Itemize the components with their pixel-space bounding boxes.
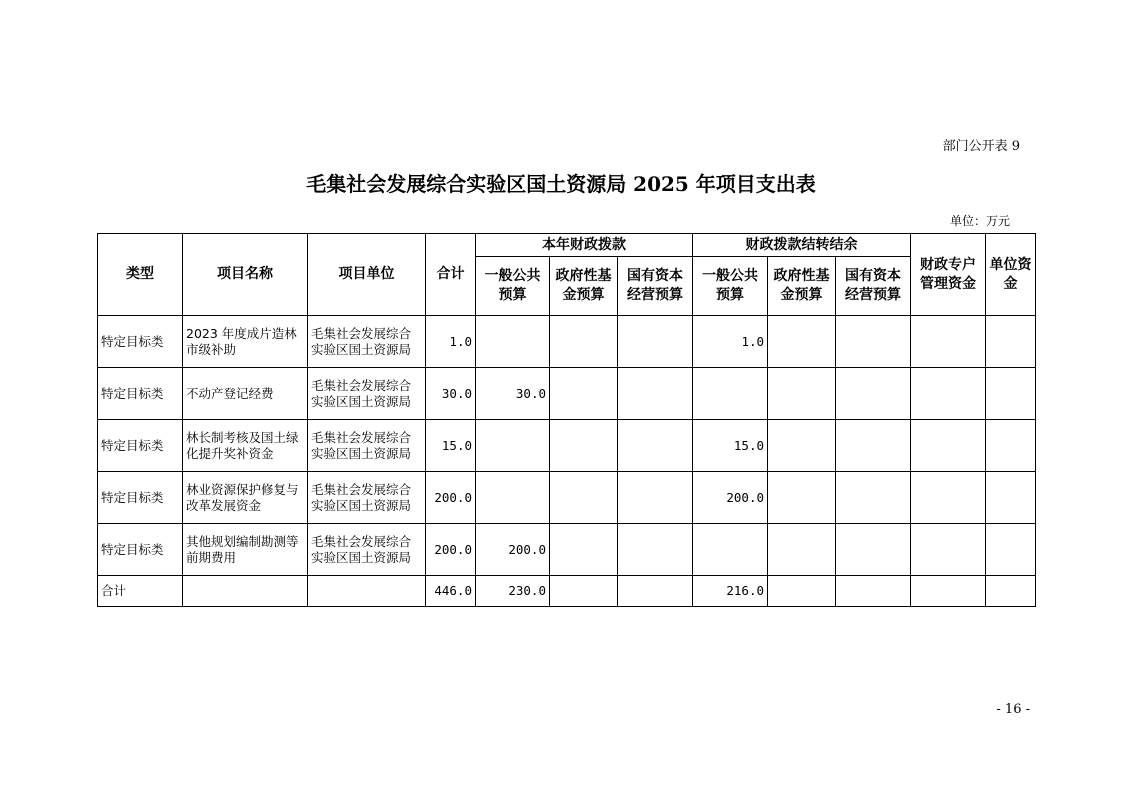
table-total-row [98, 576, 1036, 607]
total-empty-cell [911, 576, 986, 607]
row-special [911, 420, 986, 472]
row-total: 200.0 [426, 524, 476, 576]
total-empty-cell [550, 576, 618, 607]
row-project-name: 其他规划编制勘测等前期费用 [183, 524, 308, 576]
header-special-account-funds: 财政专户管理资金 [911, 234, 986, 316]
row-special [911, 316, 986, 368]
row-own [986, 472, 1036, 524]
row-g2-general [693, 524, 768, 576]
row-project-name: 不动产登记经费 [183, 368, 308, 420]
row-total: 15.0 [426, 420, 476, 472]
row-g1-fund [550, 316, 618, 368]
table-row [98, 368, 1036, 420]
table-row [98, 420, 1036, 472]
row-special [911, 472, 986, 524]
header-carryover-balance: 财政拨款结转结余 [693, 234, 911, 257]
row-g1-fund [550, 420, 618, 472]
row-type: 特定目标类 [98, 420, 183, 472]
row-type: 特定目标类 [98, 316, 183, 368]
total-empty-cell [183, 576, 308, 607]
header-g2-state-capital-budget: 国有资本经营预算 [836, 257, 911, 316]
row-g1-state [618, 524, 693, 576]
row-g1-fund [550, 524, 618, 576]
row-type: 特定目标类 [98, 368, 183, 420]
row-g2-fund [768, 472, 836, 524]
header-g2-fund-budget: 政府性基金预算 [768, 257, 836, 316]
header-g1-general-budget: 一般公共预算 [476, 257, 550, 316]
row-g2-fund [768, 524, 836, 576]
total-label: 合计 [98, 576, 183, 607]
total-total: 446.0 [426, 576, 476, 607]
row-special [911, 368, 986, 420]
total-empty-cell [836, 576, 911, 607]
row-g2-state [836, 472, 911, 524]
row-own [986, 368, 1036, 420]
row-g1-state [618, 472, 693, 524]
row-total: 30.0 [426, 368, 476, 420]
table-row [98, 316, 1036, 368]
row-g2-general: 1.0 [693, 316, 768, 368]
row-total: 1.0 [426, 316, 476, 368]
row-g2-general [693, 368, 768, 420]
total-g1-general: 230.0 [476, 576, 550, 607]
header-unit-funds: 单位资金 [986, 234, 1036, 316]
row-project-unit: 毛集社会发展综合实验区国土资源局 [308, 368, 426, 420]
row-type: 特定目标类 [98, 472, 183, 524]
row-project-unit: 毛集社会发展综合实验区国土资源局 [308, 316, 426, 368]
row-project-name: 2023 年度成片造林市级补助 [183, 316, 308, 368]
row-project-unit: 毛集社会发展综合实验区国土资源局 [308, 524, 426, 576]
row-g1-fund [550, 368, 618, 420]
row-g1-fund [550, 472, 618, 524]
row-project-name: 林业资源保护修复与改革发展资金 [183, 472, 308, 524]
header-g1-fund-budget: 政府性基金预算 [550, 257, 618, 316]
header-total: 合计 [426, 234, 476, 316]
row-g1-general [476, 420, 550, 472]
row-own [986, 316, 1036, 368]
row-g2-state [836, 524, 911, 576]
total-empty-cell [308, 576, 426, 607]
row-own [986, 420, 1036, 472]
row-special [911, 524, 986, 576]
header-type: 类型 [98, 234, 183, 316]
row-g2-state [836, 316, 911, 368]
row-g1-general: 200.0 [476, 524, 550, 576]
total-empty-cell [986, 576, 1036, 607]
row-project-unit: 毛集社会发展综合实验区国土资源局 [308, 420, 426, 472]
row-g2-fund [768, 368, 836, 420]
project-expenditure-table [97, 233, 1036, 607]
row-g1-state [618, 368, 693, 420]
row-own [986, 524, 1036, 576]
row-g1-state [618, 420, 693, 472]
form-number: 部门公开表 9 [942, 139, 1020, 154]
header-g2-general-budget: 一般公共预算 [693, 257, 768, 316]
total-empty-cell [618, 576, 693, 607]
header-project-unit: 项目单位 [308, 234, 426, 316]
page-title: 毛集社会发展综合实验区国土资源局 2025 年项目支出表 [306, 172, 816, 196]
row-total: 200.0 [426, 472, 476, 524]
header-g1-state-capital-budget: 国有资本经营预算 [618, 257, 693, 316]
row-g1-general [476, 316, 550, 368]
row-g1-general: 30.0 [476, 368, 550, 420]
header-project-name: 项目名称 [183, 234, 308, 316]
row-project-name: 林长制考核及国土绿化提升奖补资金 [183, 420, 308, 472]
row-g2-general: 15.0 [693, 420, 768, 472]
row-g2-state [836, 368, 911, 420]
header-current-year-appropriation: 本年财政拨款 [476, 234, 693, 257]
row-g2-general: 200.0 [693, 472, 768, 524]
row-g1-state [618, 316, 693, 368]
page-number: - 16 - [996, 702, 1030, 717]
row-g2-fund [768, 420, 836, 472]
unit-label: 单位：万元 [949, 214, 1010, 228]
row-type: 特定目标类 [98, 524, 183, 576]
total-empty-cell [768, 576, 836, 607]
total-g2-general: 216.0 [693, 576, 768, 607]
table-row [98, 524, 1036, 576]
row-g2-fund [768, 316, 836, 368]
row-g2-state [836, 420, 911, 472]
table-row [98, 472, 1036, 524]
row-project-unit: 毛集社会发展综合实验区国土资源局 [308, 472, 426, 524]
row-g1-general [476, 472, 550, 524]
